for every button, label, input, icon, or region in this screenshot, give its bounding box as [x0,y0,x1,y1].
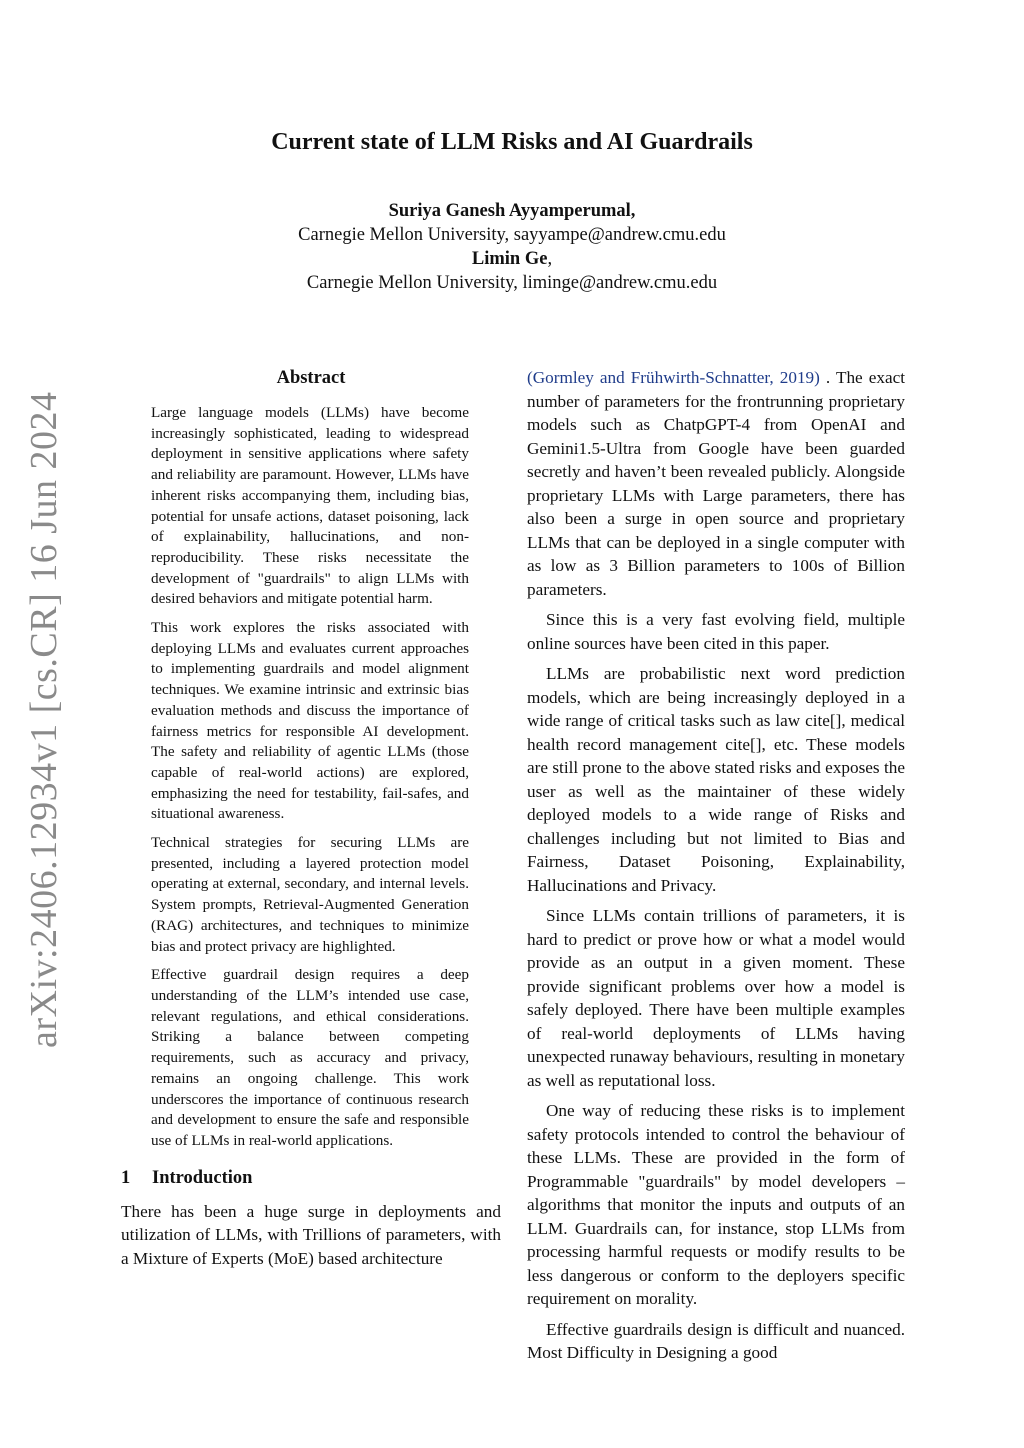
body-paragraph: Since LLMs contain trillions of parameters, it is hard to predict or prove how or what a model would provide as an output in a given moment. These provide significant problems over how a model is safely deployed. There have been multiple examples of real-world deployments of LLMs having unexpected runaway behaviours, resulting in monetary as well as reputational loss. [527,906,905,1090]
author-affiliation: Carnegie Mellon University, sayyampe@andrew.cmu.edu [298,225,726,245]
author-name-suffix: , [547,249,553,269]
section-title: Introduction [152,1167,253,1188]
body-paragraph: There has been a huge surge in deployments and utilization of LLMs, with Trillions of parameters, with a Mixture of Experts (MoE) based architecture [121,1201,501,1268]
author-affiliation: Carnegie Mellon University, liminge@andrew.cmu.edu [306,273,718,293]
arxiv-identifier-stamp: arXiv:2406.12934v1 [cs.CR] 16 Jun 2024 [23,391,65,1048]
abstract-paragraph: This work explores the risks associated with deploying LLMs and evaluates current approaches to implementing guardrails and model alignment techniques. We examine intrinsic and extrinsic bias evaluation methods and discuss the importance of fairness metrics for responsible AI development. The safety and reliability of agentic LLMs (those capable of real-world actions) are explored, emphasizing the need for testability, fail-safes, and situational awareness. [151,619,469,823]
author-name: Suriya Ganesh Ayyamperumal, [388,201,636,221]
author-1 [0,199,1024,223]
abstract-paragraph: Technical strategies for securing LLMs are presented, including a layered protection model operating at external, secondary, and internal levels. System prompts, Retrieval-Augmented Generation (RAG) architectures, and techniques to minimize bias and protect privacy are highlighted. [151,834,469,955]
abstract-heading: Abstract [276,368,346,388]
paper-title: Current state of LLM Risks and AI Guardrails [271,129,753,155]
left-column [121,366,501,1277]
author-block [0,199,1024,295]
abstract-paragraph: Large language models (LLMs) have become increasingly sophisticated, leading to widespread deployment in sensitive applications where safety and reliability are paramount. However, LLMs have inherent risks accompanying them, including bias, potential for unsafe actions, dataset poisoning, lack of explainability, hallucinations, and non-reproducibility. These risks necessitate the development of "guardrails" to align LLMs with desired behaviors and mitigate potential harm. [151,404,469,608]
citation-link[interactable]: (Gormley and Frühwirth-Schnatter, 2019) [527,368,820,387]
body-paragraph: LLMs are probabilistic next word prediction models, which are being increasingly deployed in a wide range of critical tasks such as law cite[], medical health record management cite[], etc. These models are still prone to the above stated risks and exposes the user as well as the maintainer of these widely deployed models to a wide range of Risks and challenges including but not limited to Bias and Fairness, Dataset Poisoning, Explainability, Hallucinations and Privacy. [527,664,905,895]
body-text-continuation: . The exact number of parameters for the frontrunning proprietary models such as ChatpGPT-4 from OpenAI and Gemini1.5-Ultra from Google have been guarded secretly and haven’t been revealed publicly. Alongside proprietary LLMs with Large parameters, there has also been a surge in open source and proprietary LLMs that can be deployed in a single computer with as low as 3 Billion parameters to 100s of Billion parameters. [527,368,905,599]
body-paragraph: Effective guardrails design is difficult and nuanced. Most Difficulty in Designing a good [527,1319,905,1362]
author-2 [0,247,1024,271]
abstract-paragraph: Effective guardrail design requires a deep understanding of the LLM’s intended use case, relevant regulations, and ethical considerations. Striking a balance between competing requirements, such as accuracy and privacy, remains an ongoing challenge. This work underscores the importance of continuous research and development to ensure the safe and responsible use of LLMs in real-world applications. [151,966,469,1149]
intro-left-text [121,1200,501,1271]
body-paragraph: Since this is a very fast evolving field, multiple online sources have been cited in this paper. [527,610,905,653]
right-column [527,366,905,1372]
section-heading-introduction [121,1166,501,1190]
author-name: Limin Ge [471,249,548,269]
abstract-body [151,403,469,1152]
section-number: 1 [121,1167,131,1188]
body-paragraph: One way of reducing these risks is to implement safety protocols intended to control the behaviour of these LLMs. These are provided in the form of Programmable "guardrails" by model developers – algorithms that monitor the inputs and outputs of an LLM. Guardrails can, for instance, stop LLMs from processing harmful requests or modify results to be less dangerous or conform to the deployers specific requirement on morality. [527,1101,905,1308]
body-paragraph [527,366,905,601]
